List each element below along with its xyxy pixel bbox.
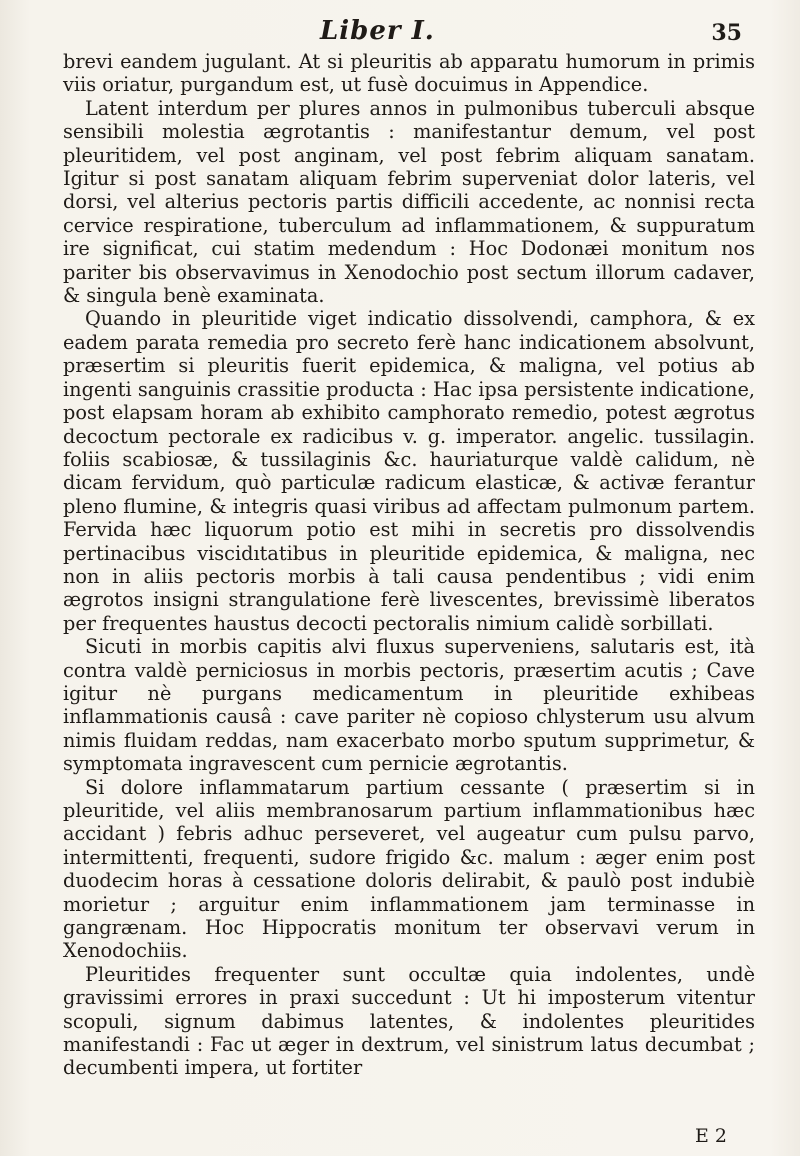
signature-mark: E 2 xyxy=(695,1125,727,1147)
running-title: Liber I. xyxy=(320,16,435,46)
paragraph: Si dolore inflammatarum partium cessante ( præsertim si in pleuritide, vel aliis membranosarum partium inflammationibus hæc accidant ) febris adhuc perseveret, vel augeatur cum pulsu parvo, intermittenti, frequenti, sudore frigido &c. malum : æger enim post duodecim horas à cessatione doloris delirabit, & paulò post indubiè morietur ; arguitur enim inflammationem jam terminasse in gangrænam. Hoc Hippocratis monitum ter observavi verum in Xenodochiis. xyxy=(63,775,755,963)
body-text xyxy=(63,50,755,1080)
paragraph: Latent interdum per plures annos in pulmonibus tuberculi absque sensibili molestia ægrotantis : manifestantur demum, vel post pleuritidem, vel post anginam, vel post febrim aliquam sanatam. Igitur si post sanatam aliquam febrim superveniat dolor lateris, vel dorsi, vel alterius pectoris partis difficili accedente, ac nonnisi recta cervice respiratione, tuberculum ad inflammationem, & suppuratum ire significat, cui statim medendum : Hoc Dodonæi monitum nos pariter bis observavimus in Xenodochio post sectum illorum cadaver, & singula benè examinata. xyxy=(63,96,755,308)
paragraph: brevi eandem jugulant. At si pleuritis ab apparatu humorum in primis viis oriatur, purgandum est, ut fusè docuimus in Appendice. xyxy=(63,50,755,97)
page-number: 35 xyxy=(711,20,742,46)
page-header xyxy=(0,16,800,46)
paragraph: Quando in pleuritide viget indicatio dissolvendi, camphora, & ex eadem parata remedia pro secreto ferè hanc indicationem absolvunt, præsertim si pleuritis fuerit epidemica, & maligna, vel potius ab ingenti sanguinis crassitie producta : Hac ipsa persistente indicatione, post elapsam horam ab exhibito camphorato remedio, potest ægrotus decoctum pectorale ex radicibus v. g. imperator. angelic. tussilagin. foliis scabiosæ, & tussilaginis &c. hauriaturque valdè calidum, nè dicam fervidum, quò particulæ radicum elasticæ, & activæ ferantur pleno flumine, & integris quasi viribus ad affectam pulmonum partem. Fervida hæc liquorum potio est mihi in secretis pro dissolvendis pertinacibus viscidıtatibus in pleuritide epidemica, & maligna, nec non in aliis pectoris morbis à tali causa pendentibus ; vidi enim ægrotos insigni strangulatione ferè livescentes, brevissimè liberatos per frequentes haustus decocti pectoralis nimium calidè sorbillati. xyxy=(63,307,755,635)
paragraph: Sicuti in morbis capitis alvi fluxus superveniens, salutaris est, ità contra valdè perniciosus in morbis pectoris, præsertim acutis ; Cave igitur nè purgans medicamentum in pleuritide exhibeas inflammationis causâ : cave pariter nè copioso chlysterum usu alvum nimis fluidam reddas, nam exacerbato morbo sputum supprimetur, & symptomata ingravescent cum pernicie ægrotantis. xyxy=(63,635,755,776)
paragraph: Pleuritides frequenter sunt occultæ quia indolentes, undè gravissimi errores in praxi succedunt : Ut hi imposterum vitentur scopuli, signum dabimus latentes, & indolentes pleuritides manifestandi : Fac ut æger in dextrum, vel sinistrum latus decumbat ; decumbenti impera, ut fortiter xyxy=(63,962,755,1080)
